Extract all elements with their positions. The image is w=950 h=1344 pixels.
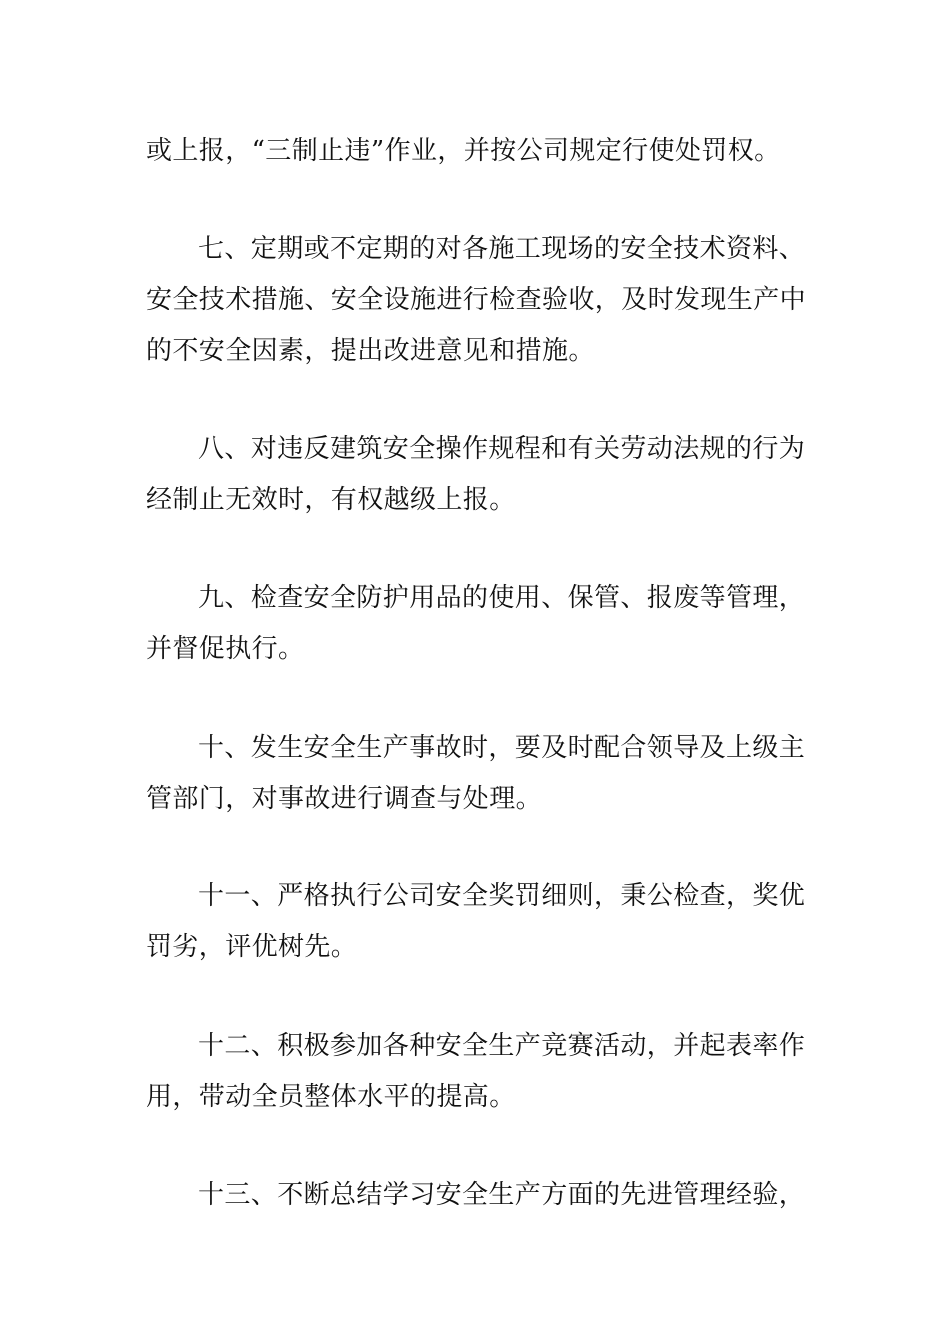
text-line: 或上报，“三制止违”作业，并按公司规定行使处罚权。 bbox=[146, 136, 781, 166]
paragraph-10-line-1: 十、发生安全生产事故时，要及时配合领导及上级主 bbox=[198, 733, 806, 763]
paragraph-7-line-1: 七、定期或不定期的对各施工现场的安全技术资料、 bbox=[198, 234, 806, 264]
paragraph-9-line-1: 九、检查安全防护用品的使用、保管、报废等管理， bbox=[198, 583, 806, 613]
paragraph-11-line-2: 罚劣，评优树先。 bbox=[146, 932, 358, 962]
paragraph-9-line-2: 并督促执行。 bbox=[146, 634, 305, 664]
paragraph-7-line-3: 的不安全因素，提出改进意见和措施。 bbox=[146, 336, 595, 366]
paragraph-8-line-2: 经制止无效时，有权越级上报。 bbox=[146, 485, 516, 515]
paragraph-12-line-2: 用，带动全员整体水平的提高。 bbox=[146, 1082, 516, 1112]
paragraph-7-line-2: 安全技术措施、安全设施进行检查验收，及时发现生产中 bbox=[146, 285, 807, 315]
paragraph-12-line-1: 十二、积极参加各种安全生产竞赛活动，并起表率作 bbox=[198, 1031, 806, 1061]
paragraph-8-line-1: 八、对违反建筑安全操作规程和有关劳动法规的行为 bbox=[198, 434, 806, 464]
paragraph-13-line-1: 十三、不断总结学习安全生产方面的先进管理经验， bbox=[198, 1180, 806, 1210]
paragraph-11-line-1: 十一、严格执行公司安全奖罚细则，秉公检查，奖优 bbox=[198, 881, 806, 911]
paragraph-10-line-2: 管部门，对事故进行调查与处理。 bbox=[146, 784, 543, 814]
